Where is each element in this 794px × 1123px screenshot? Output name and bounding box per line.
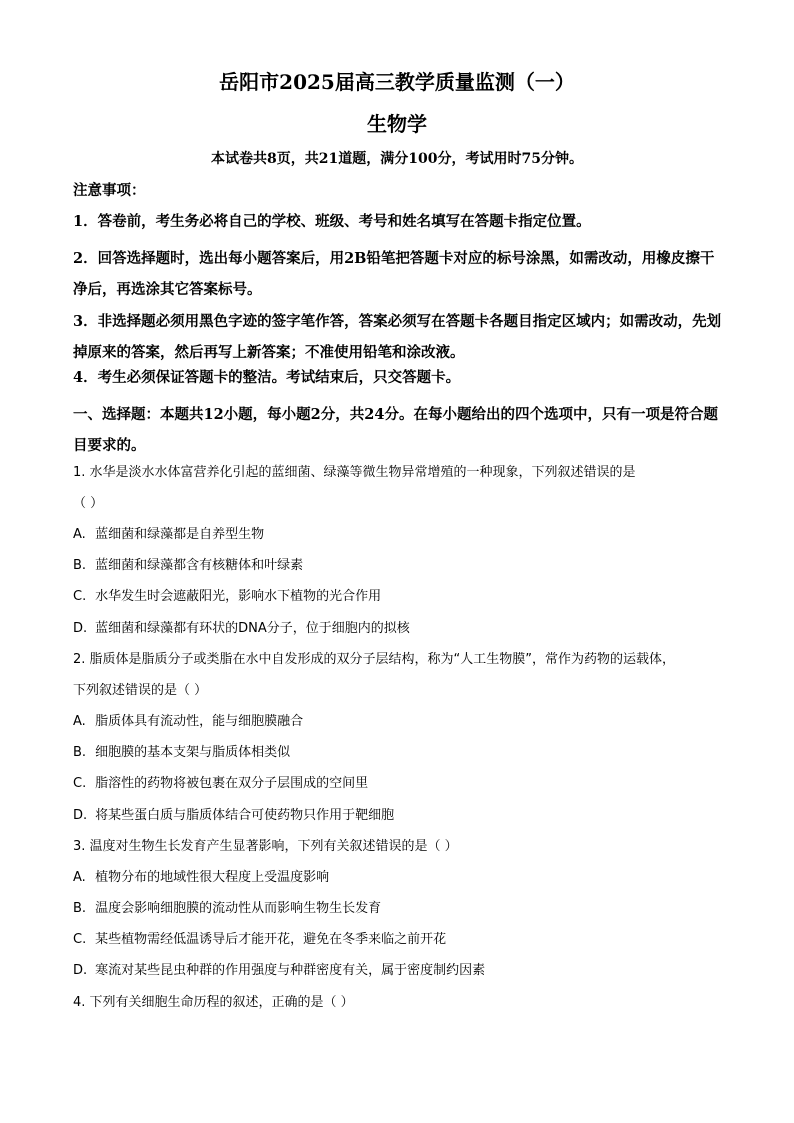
subject-title: 生物学 — [367, 112, 427, 136]
option-label: B. — [73, 745, 87, 760]
notice-item: 2．回答选择题时，选出每小题答案后，用2B铅笔把答题卡对应的标号涂黑，如需改动，用橡皮擦干净后，再选涂其它答案标号。 — [73, 250, 715, 298]
option-text: 蓝细菌和绿藻都含有核糖体和叶绿素 — [95, 558, 304, 573]
notice-item: 3．非选择题必须用黑色字迹的签字笔作答，答案必须写在答题卡各题目指定区域内；如需改动，先划掉原来的答案，然后再写上新答案；不准使用铅笔和涂改液。 — [73, 313, 722, 361]
question-stem: 1. 水华是淡水水体富营养化引起的蓝细菌、绿藻等微生物异常增殖的一种现象，下列叙述错误的是 — [73, 465, 636, 480]
question-stem: 4. 下列有关细胞生命历程的叙述，正确的是（ ） — [73, 995, 354, 1010]
question-stem: 2. 脂质体是脂质分子或类脂在水中自发形成的双分子层结构，称为“人工生物膜”，常作为药物的运载体， — [73, 652, 676, 667]
option-text: 寒流对某些昆虫种群的作用强度与种群密度有关，属于密度制约因素 — [95, 963, 486, 978]
option-text: 水华发生时会遮蔽阳光，影响水下植物的光合作用 — [95, 589, 382, 604]
question-stem-cont: 下列叙述错误的是（ ） — [73, 683, 208, 698]
exam-title: 岳阳市2025届高三教学质量监测（一） — [219, 70, 575, 94]
question-stem: 3. 温度对生物生长发育产生显著影响，下列有关叙述错误的是（ ） — [73, 839, 458, 854]
option-text: 脂溶性的药物将被包裹在双分子层围成的空间里 — [95, 776, 369, 791]
section-heading: 一、选择题：本题共12小题，每小题2分，共24分。在每小题给出的四个选项中，只有一项是符合题目要求的。 — [73, 406, 718, 454]
option-d — [73, 961, 723, 981]
option-label: A. — [73, 870, 86, 885]
option-b — [73, 899, 723, 919]
option-text: 细胞膜的基本支架与脂质体相类似 — [95, 745, 291, 760]
option-b — [73, 556, 723, 576]
option-label: C. — [73, 932, 87, 947]
option-label: D. — [73, 963, 88, 978]
option-label: D. — [73, 621, 88, 636]
option-text: 植物分布的地域性很大程度上受温度影响 — [95, 870, 330, 885]
option-a — [73, 712, 723, 732]
option-b — [73, 743, 723, 763]
option-label: C. — [73, 776, 87, 791]
option-text: 将某些蛋白质与脂质体结合可使药物只作用于靶细胞 — [95, 808, 395, 823]
notice-item: 1．答卷前，考生务必将自己的学校、班级、考号和姓名填写在答题卡指定位置。 — [73, 213, 591, 230]
option-d — [73, 806, 723, 826]
option-c — [73, 930, 723, 950]
notice-title: 注意事项： — [73, 182, 146, 199]
option-a — [73, 525, 723, 545]
option-label: B. — [73, 901, 87, 916]
option-text: 温度会影响细胞膜的流动性从而影响生物生长发育 — [95, 901, 382, 916]
option-label: B. — [73, 558, 87, 573]
option-label: A. — [73, 527, 86, 542]
notice-item: 4．考生必须保证答题卡的整洁。考试结束后，只交答题卡。 — [73, 369, 461, 386]
option-a — [73, 868, 723, 888]
question-stem-cont: （ ） — [73, 496, 104, 511]
option-text: 蓝细菌和绿藻都有环状的DNA分子，位于细胞内的拟核 — [95, 621, 410, 636]
option-label: A. — [73, 714, 86, 729]
exam-meta-info: 本试卷共8页，共21道题，满分100分，考试用时75分钟。 — [211, 151, 583, 167]
option-c — [73, 774, 723, 794]
option-label: C. — [73, 589, 87, 604]
option-d — [73, 619, 723, 639]
option-label: D. — [73, 808, 88, 823]
option-text: 蓝细菌和绿藻都是自养型生物 — [95, 527, 265, 542]
option-c — [73, 587, 723, 607]
option-text: 脂质体具有流动性，能与细胞膜融合 — [95, 714, 304, 729]
option-text: 某些植物需经低温诱导后才能开花，避免在冬季来临之前开花 — [95, 932, 447, 947]
